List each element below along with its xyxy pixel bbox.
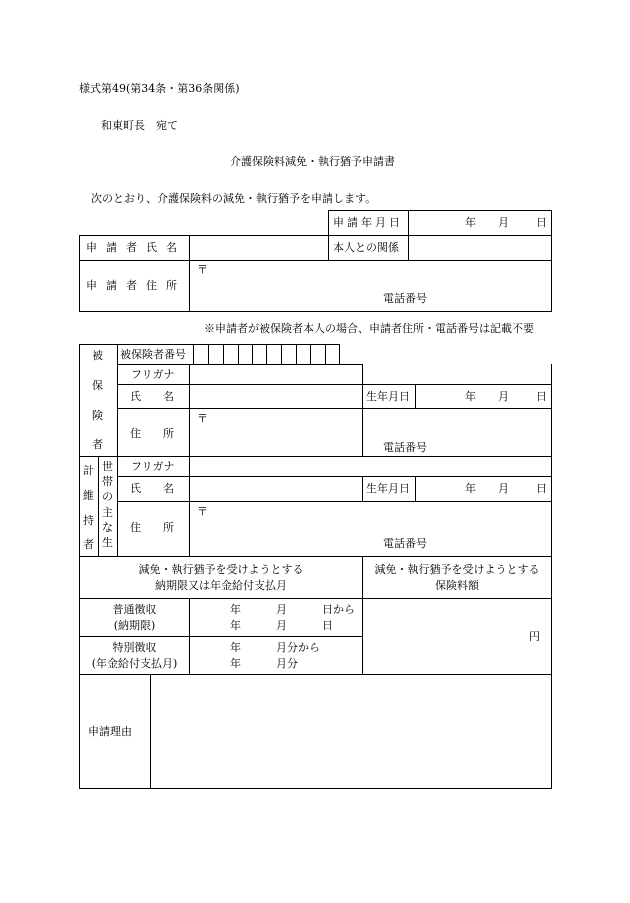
period-header-line1: 減免・執行猶予を受けようとする (138, 563, 304, 576)
application-date-year: 年 (465, 216, 476, 229)
special-collection-sublabel: (年金給付支払月) (91, 657, 178, 670)
addressee: 和東町長 宛て (101, 119, 178, 132)
household-col2-char-4: 主 (102, 506, 113, 519)
household-postal-mark: 〒 (197, 505, 208, 518)
insured-group-char-1: 被 (92, 349, 103, 362)
reason-label: 申請理由 (88, 725, 132, 738)
special-to-year: 年 (230, 657, 241, 670)
normal-from-day: 日から (322, 603, 355, 616)
household-col2-char-3: の (102, 490, 113, 503)
special-from-month: 月分から (276, 641, 320, 654)
household-col2-char-6: 生 (102, 536, 113, 549)
household-name-label: 氏 名 (130, 482, 174, 495)
relation-label: 本人との関係 (333, 241, 399, 254)
household-birth-label: 生年月日 (366, 482, 410, 495)
normal-to-month: 月 (276, 619, 287, 632)
household-phone-label: 電話番号 (383, 537, 427, 550)
reason-field[interactable] (151, 675, 550, 787)
insured-group-char-4: 者 (92, 438, 103, 451)
household-col1-char-3: 持 (83, 514, 94, 527)
normal-collection-sublabel: (納期限) (113, 619, 156, 632)
applicant-name-label: 申請者氏名 (86, 241, 186, 254)
amount-header-line2: 保険料額 (435, 579, 479, 592)
normal-to-year: 年 (230, 619, 241, 632)
household-col2-char-2: 帯 (102, 475, 113, 488)
insured-group-char-2: 保 (92, 379, 103, 392)
household-address-label: 住 所 (130, 521, 174, 534)
normal-from-month: 月 (276, 603, 287, 616)
application-date-day: 日 (536, 216, 547, 229)
period-header-line2: 納期限又は年金給付支払月 (155, 579, 287, 592)
household-furigana-label: フリガナ (131, 460, 175, 473)
form-title: 介護保険料減免・執行猶予申請書 (230, 155, 395, 168)
intro-text: 次のとおり、介護保険料の減免・執行猶予を申請します。 (91, 192, 377, 205)
yen-unit: 円 (529, 630, 540, 643)
household-col1-char-1: 計 (83, 464, 94, 477)
applicant-address-label: 申請者住所 (86, 279, 186, 292)
insured-phone-label: 電話番号 (383, 441, 427, 454)
applicant-phone-label: 電話番号 (383, 292, 427, 305)
insured-group-char-3: 険 (92, 409, 103, 422)
household-birth-year: 年 (465, 482, 476, 495)
form-number: 様式第49(第34条・第36条関係) (79, 82, 240, 95)
household-col2-char-5: な (102, 521, 113, 534)
normal-from-year: 年 (230, 603, 241, 616)
insured-birth-year: 年 (465, 390, 476, 403)
insured-address-label: 住 所 (130, 427, 174, 440)
household-birth-month: 月 (498, 482, 509, 495)
normal-collection-label: 普通徴収 (112, 603, 157, 616)
insured-birth-label: 生年月日 (366, 390, 410, 403)
special-collection-label: 特別徴収 (112, 641, 157, 654)
normal-to-day: 日 (322, 619, 333, 632)
household-col1-char-4: 者 (83, 538, 94, 551)
applicant-note: ※申請者が被保険者本人の場合、申請者住所・電話番号は記載不要 (204, 322, 534, 335)
application-date-month: 月 (498, 216, 509, 229)
insured-postal-mark: 〒 (197, 412, 208, 425)
insured-birth-month: 月 (498, 390, 509, 403)
household-col2-char-1: 世 (102, 460, 113, 473)
household-col1-char-2: 維 (83, 489, 94, 502)
insured-name-label: 氏 名 (130, 390, 174, 403)
amount-header-line1: 減免・執行猶予を受けようとする (374, 563, 540, 576)
insured-number-label: 被保険者番号 (120, 348, 186, 361)
relation-field[interactable] (409, 236, 550, 260)
insured-birth-day: 日 (536, 390, 547, 403)
insured-furigana-label: フリガナ (131, 368, 175, 381)
special-from-year: 年 (230, 641, 241, 654)
applicant-name-field[interactable] (190, 236, 327, 260)
special-to-month: 月分 (276, 657, 298, 670)
household-birth-day: 日 (536, 482, 547, 495)
applicant-postal-mark: 〒 (197, 263, 208, 276)
application-date-label: 申請年月日 (333, 216, 403, 229)
